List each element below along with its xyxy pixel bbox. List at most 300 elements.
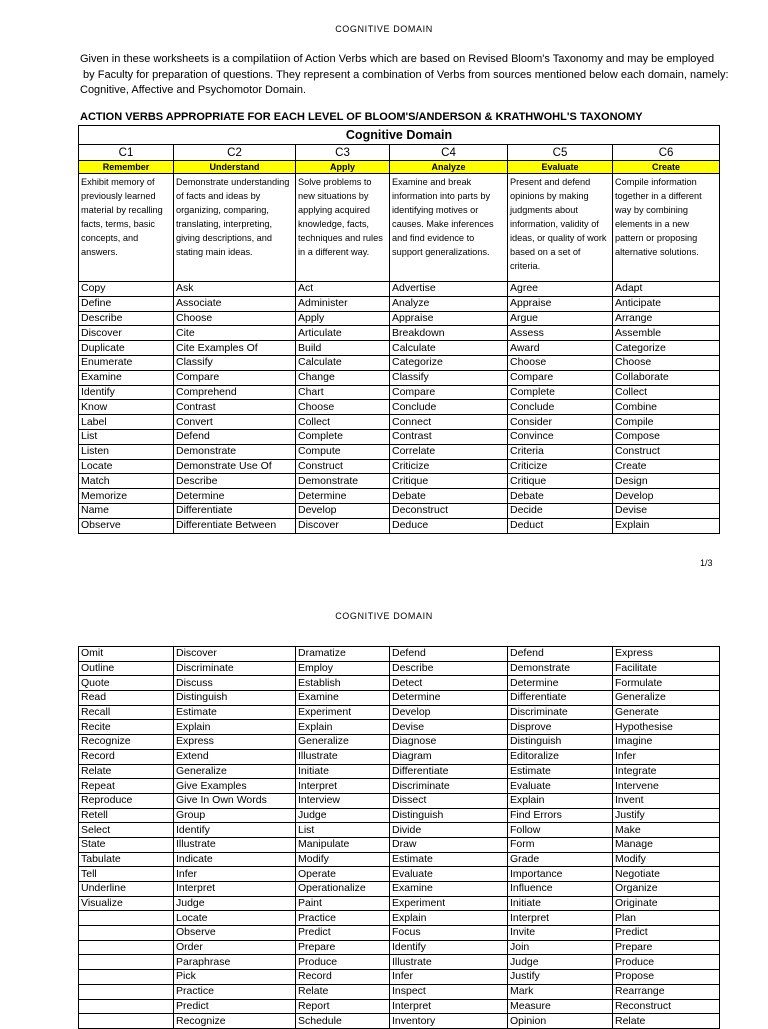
verb-cell: Conclude bbox=[508, 400, 613, 415]
verb-cell: Act bbox=[296, 282, 390, 297]
verb-cell: Listen bbox=[79, 444, 174, 459]
verb-cell: Interpret bbox=[508, 911, 613, 926]
table-row bbox=[79, 518, 720, 533]
verb-cell: Differentiate bbox=[508, 691, 613, 706]
verb-cell: Judge bbox=[296, 808, 390, 823]
verb-cell: Memorize bbox=[79, 489, 174, 504]
table-row bbox=[79, 444, 720, 459]
verb-cell: Quote bbox=[79, 676, 174, 691]
verb-cell: Deduct bbox=[508, 518, 613, 533]
table-row bbox=[79, 282, 720, 297]
verb-cell: Illustrate bbox=[174, 837, 296, 852]
verb-cell: Influence bbox=[508, 882, 613, 897]
verb-cell bbox=[79, 955, 174, 970]
verb-cell: Debate bbox=[508, 489, 613, 504]
verb-cell: Choose bbox=[508, 355, 613, 370]
verb-cell: Express bbox=[174, 735, 296, 750]
verb-cell: Practice bbox=[174, 984, 296, 999]
table-row bbox=[79, 735, 720, 750]
verb-cell: Invent bbox=[613, 793, 720, 808]
verb-cell: Invite bbox=[508, 926, 613, 941]
verb-cell: Illustrate bbox=[296, 749, 390, 764]
verb-cell: Record bbox=[296, 970, 390, 985]
table-row bbox=[79, 400, 720, 415]
verb-cell: Demonstrate bbox=[296, 474, 390, 489]
verb-cell: Repeat bbox=[79, 779, 174, 794]
verb-cell: Discover bbox=[174, 647, 296, 662]
verb-cell: Observe bbox=[79, 518, 174, 533]
verb-cell: Reproduce bbox=[79, 793, 174, 808]
verb-cell: Identify bbox=[174, 823, 296, 838]
verb-cell: Diagram bbox=[390, 749, 508, 764]
table-row bbox=[79, 896, 720, 911]
verb-cell: Explain bbox=[508, 793, 613, 808]
table-row bbox=[79, 808, 720, 823]
verb-cell: Operationalize bbox=[296, 882, 390, 897]
verb-cell: Interpret bbox=[296, 779, 390, 794]
table-row bbox=[79, 385, 720, 400]
verb-cell: Examine bbox=[296, 691, 390, 706]
verb-cell: Express bbox=[613, 647, 720, 662]
verb-cell: Compare bbox=[174, 370, 296, 385]
verb-cell: Negotiate bbox=[613, 867, 720, 882]
verb-cell: Initiate bbox=[296, 764, 390, 779]
verb-cell: Categorize bbox=[613, 341, 720, 356]
level-name: Remember bbox=[79, 161, 174, 174]
verb-cell: Criticize bbox=[390, 459, 508, 474]
level-description: Demonstrate understanding of facts and ideas by organizing, comparing, translating, interpreting, giving descriptions, and stating main ideas. bbox=[174, 174, 296, 282]
verb-cell: Order bbox=[174, 940, 296, 955]
verb-cell: Establish bbox=[296, 676, 390, 691]
verb-cell: Compare bbox=[508, 370, 613, 385]
verb-cell: Choose bbox=[174, 311, 296, 326]
verb-cell: Critique bbox=[508, 474, 613, 489]
verb-cell: Consider bbox=[508, 415, 613, 430]
intro-paragraph bbox=[80, 52, 740, 99]
verb-cell: Demonstrate Use Of bbox=[174, 459, 296, 474]
verb-cell: Compile bbox=[613, 415, 720, 430]
verb-cell: Inspect bbox=[390, 984, 508, 999]
verb-cell: Make bbox=[613, 823, 720, 838]
verb-cell: Imagine bbox=[613, 735, 720, 750]
verb-cell: List bbox=[79, 429, 174, 444]
verb-cell: Mark bbox=[508, 984, 613, 999]
verb-cell: Indicate bbox=[174, 852, 296, 867]
verb-cell: Extend bbox=[174, 749, 296, 764]
verb-cell: Name bbox=[79, 503, 174, 518]
verb-cell: Visualize bbox=[79, 896, 174, 911]
verb-cell bbox=[79, 1014, 174, 1029]
verb-cell: Devise bbox=[390, 720, 508, 735]
verb-cell: Collect bbox=[613, 385, 720, 400]
verb-cell: Collaborate bbox=[613, 370, 720, 385]
verb-cell: Defend bbox=[508, 647, 613, 662]
table-row bbox=[79, 296, 720, 311]
verb-cell: Compose bbox=[613, 429, 720, 444]
verb-cell: Give In Own Words bbox=[174, 793, 296, 808]
verb-cell: Relate bbox=[79, 764, 174, 779]
verb-cell: Construct bbox=[296, 459, 390, 474]
verb-cell: Examine bbox=[79, 370, 174, 385]
verb-cell: Classify bbox=[174, 355, 296, 370]
table-row bbox=[79, 489, 720, 504]
verb-cell: Tabulate bbox=[79, 852, 174, 867]
table-row bbox=[79, 852, 720, 867]
verb-cell: Select bbox=[79, 823, 174, 838]
verb-cell: Originate bbox=[613, 896, 720, 911]
cognitive-domain-table-continued bbox=[78, 646, 720, 1029]
level-name: Apply bbox=[296, 161, 390, 174]
verb-cell: Employ bbox=[296, 661, 390, 676]
section-heading: ACTION VERBS APPROPRIATE FOR EACH LEVEL OF BLOOM'S/ANDERSON & KRATHWOHL'S TAXONOMY bbox=[80, 111, 643, 123]
page-title: COGNITIVE DOMAIN bbox=[335, 611, 433, 621]
verb-cell: Associate bbox=[174, 296, 296, 311]
verb-cell: Match bbox=[79, 474, 174, 489]
verb-cell: Award bbox=[508, 341, 613, 356]
verb-cell: Dissect bbox=[390, 793, 508, 808]
verb-cell: Locate bbox=[174, 911, 296, 926]
verb-cell: Practice bbox=[296, 911, 390, 926]
verb-cell bbox=[79, 984, 174, 999]
verb-cell: Opinion bbox=[508, 1014, 613, 1029]
level-name: Evaluate bbox=[508, 161, 613, 174]
table-row bbox=[79, 984, 720, 999]
verb-cell: Explain bbox=[174, 720, 296, 735]
verb-cell: Underline bbox=[79, 882, 174, 897]
verb-cell: Identify bbox=[79, 385, 174, 400]
verb-cell: Appraise bbox=[390, 311, 508, 326]
verb-cell: Determine bbox=[174, 489, 296, 504]
verb-cell: Recognize bbox=[174, 1014, 296, 1029]
level-code: C3 bbox=[296, 145, 390, 161]
verb-cell: Operate bbox=[296, 867, 390, 882]
verb-cell: Discriminate bbox=[508, 705, 613, 720]
verb-cell: Paint bbox=[296, 896, 390, 911]
verb-cell: Modify bbox=[613, 852, 720, 867]
verb-cell: Criticize bbox=[508, 459, 613, 474]
verb-cell: Interpret bbox=[174, 882, 296, 897]
verb-cell: Recognize bbox=[79, 735, 174, 750]
verb-cell: Agree bbox=[508, 282, 613, 297]
table-row bbox=[79, 415, 720, 430]
table-row bbox=[79, 341, 720, 356]
verb-cell: Decide bbox=[508, 503, 613, 518]
verb-cell: Infer bbox=[613, 749, 720, 764]
verb-cell: Anticipate bbox=[613, 296, 720, 311]
verb-cell: Distinguish bbox=[174, 691, 296, 706]
verb-cell: Manage bbox=[613, 837, 720, 852]
verb-cell: Classify bbox=[390, 370, 508, 385]
verb-cell: Distinguish bbox=[390, 808, 508, 823]
verb-cell: Combine bbox=[613, 400, 720, 415]
verb-cell bbox=[79, 999, 174, 1014]
page-number: 1/3 bbox=[700, 558, 713, 568]
verb-cell: Demonstrate bbox=[174, 444, 296, 459]
verb-cell: Complete bbox=[508, 385, 613, 400]
verb-cell: Complete bbox=[296, 429, 390, 444]
level-code: C1 bbox=[79, 145, 174, 161]
verb-cell: Report bbox=[296, 999, 390, 1014]
verb-cell: Pick bbox=[174, 970, 296, 985]
verb-cell: Identify bbox=[390, 940, 508, 955]
verb-cell: Enumerate bbox=[79, 355, 174, 370]
page-title: COGNITIVE DOMAIN bbox=[335, 24, 433, 34]
verb-cell: Collect bbox=[296, 415, 390, 430]
table-row bbox=[79, 503, 720, 518]
verb-cell: Detect bbox=[390, 676, 508, 691]
verb-cell: Tell bbox=[79, 867, 174, 882]
verb-cell: Schedule bbox=[296, 1014, 390, 1029]
verb-cell: Generalize bbox=[174, 764, 296, 779]
verb-cell: Label bbox=[79, 415, 174, 430]
verb-cell: Discuss bbox=[174, 676, 296, 691]
verb-cell bbox=[79, 911, 174, 926]
verb-cell: Distinguish bbox=[508, 735, 613, 750]
table-row bbox=[79, 867, 720, 882]
verb-cell: Find Errors bbox=[508, 808, 613, 823]
verb-cell: Manipulate bbox=[296, 837, 390, 852]
verb-cell: Argue bbox=[508, 311, 613, 326]
verb-cell: Convert bbox=[174, 415, 296, 430]
verb-cell: Articulate bbox=[296, 326, 390, 341]
intro-line: by Faculty for preparation of questions. They represent a combination of Verbs from sources mentioned below each domain, namely: bbox=[80, 68, 729, 81]
table-row bbox=[79, 661, 720, 676]
verb-cell: Assess bbox=[508, 326, 613, 341]
table-row bbox=[79, 779, 720, 794]
verb-cell: Generalize bbox=[296, 735, 390, 750]
verb-cell: Discriminate bbox=[390, 779, 508, 794]
verb-cell: Interview bbox=[296, 793, 390, 808]
verb-cell: Generalize bbox=[613, 691, 720, 706]
verb-cell: Discriminate bbox=[174, 661, 296, 676]
verb-cell: Build bbox=[296, 341, 390, 356]
verb-cell: Define bbox=[79, 296, 174, 311]
verb-cell: Determine bbox=[508, 676, 613, 691]
verb-cell: Construct bbox=[613, 444, 720, 459]
verb-cell: Initiate bbox=[508, 896, 613, 911]
verb-cell: Rearrange bbox=[613, 984, 720, 999]
verb-cell: Group bbox=[174, 808, 296, 823]
verb-cell: Comprehend bbox=[174, 385, 296, 400]
verb-cell: Differentiate bbox=[390, 764, 508, 779]
verb-cell: Diagnose bbox=[390, 735, 508, 750]
verb-cell: Record bbox=[79, 749, 174, 764]
verb-cell: Judge bbox=[174, 896, 296, 911]
verb-cell: Adapt bbox=[613, 282, 720, 297]
verb-cell: Calculate bbox=[296, 355, 390, 370]
verb-cell: Judge bbox=[508, 955, 613, 970]
verb-cell: Cite Examples Of bbox=[174, 341, 296, 356]
verb-cell: Debate bbox=[390, 489, 508, 504]
verb-cell: Integrate bbox=[613, 764, 720, 779]
verb-cell: Form bbox=[508, 837, 613, 852]
verb-cell: Breakdown bbox=[390, 326, 508, 341]
verb-cell: Reconstruct bbox=[613, 999, 720, 1014]
table-row bbox=[79, 474, 720, 489]
verb-cell: Administer bbox=[296, 296, 390, 311]
verb-cell: Conclude bbox=[390, 400, 508, 415]
verb-cell: Convince bbox=[508, 429, 613, 444]
table-row bbox=[79, 647, 720, 662]
table-row bbox=[79, 999, 720, 1014]
verb-cell: Dramatize bbox=[296, 647, 390, 662]
verb-cell: Appraise bbox=[508, 296, 613, 311]
table-row bbox=[79, 940, 720, 955]
verb-cell: Change bbox=[296, 370, 390, 385]
verb-cell: Describe bbox=[79, 311, 174, 326]
verb-cell: Prepare bbox=[296, 940, 390, 955]
verb-cell: Develop bbox=[296, 503, 390, 518]
intro-line: Cognitive, Affective and Psychomotor Domain. bbox=[80, 84, 307, 96]
verb-cell: Follow bbox=[508, 823, 613, 838]
verb-cell: Experiment bbox=[390, 896, 508, 911]
verb-cell: Modify bbox=[296, 852, 390, 867]
verb-cell: Evaluate bbox=[390, 867, 508, 882]
level-name: Analyze bbox=[390, 161, 508, 174]
verb-cell: Hypothesise bbox=[613, 720, 720, 735]
verb-cell: Interpret bbox=[390, 999, 508, 1014]
verb-cell: Duplicate bbox=[79, 341, 174, 356]
table-row bbox=[79, 311, 720, 326]
verb-cell: Design bbox=[613, 474, 720, 489]
verb-cell: Explain bbox=[296, 720, 390, 735]
verb-cell: Predict bbox=[174, 999, 296, 1014]
verb-cell: Defend bbox=[390, 647, 508, 662]
table-row bbox=[79, 764, 720, 779]
verb-cell: Arrange bbox=[613, 311, 720, 326]
verb-cell: Discover bbox=[79, 326, 174, 341]
verb-cell: Infer bbox=[174, 867, 296, 882]
description-row bbox=[79, 174, 720, 282]
verb-cell: Retell bbox=[79, 808, 174, 823]
table-row bbox=[79, 911, 720, 926]
verb-cell: Describe bbox=[174, 474, 296, 489]
table-row bbox=[79, 326, 720, 341]
verb-cell: Plan bbox=[613, 911, 720, 926]
table-row bbox=[79, 355, 720, 370]
level-description: Compile information together in a different way by combining elements in a new pattern or proposing alternative solutions. bbox=[613, 174, 720, 282]
level-code: C4 bbox=[390, 145, 508, 161]
table-row bbox=[79, 926, 720, 941]
table-row bbox=[79, 691, 720, 706]
table-row bbox=[79, 793, 720, 808]
verb-cell: Contrast bbox=[390, 429, 508, 444]
verb-cell: Relate bbox=[296, 984, 390, 999]
verb-cell: Connect bbox=[390, 415, 508, 430]
verb-cell: Intervene bbox=[613, 779, 720, 794]
verb-cell: Describe bbox=[390, 661, 508, 676]
verb-cell: Editoralize bbox=[508, 749, 613, 764]
verb-cell: Copy bbox=[79, 282, 174, 297]
verb-cell: Deduce bbox=[390, 518, 508, 533]
verb-cell: Advertise bbox=[390, 282, 508, 297]
verb-cell: Facilitate bbox=[613, 661, 720, 676]
cognitive-domain-table bbox=[78, 125, 720, 534]
verb-cell: Evaluate bbox=[508, 779, 613, 794]
level-description: Exhibit memory of previously learned material by recalling facts, terms, basic concepts, and answers. bbox=[79, 174, 174, 282]
verb-cell: Create bbox=[613, 459, 720, 474]
verb-cell: Know bbox=[79, 400, 174, 415]
level-description: Present and defend opinions by making judgments about information, validity of ideas, or quality of work based on a set of criteria. bbox=[508, 174, 613, 282]
verb-cell bbox=[79, 926, 174, 941]
verb-cell: State bbox=[79, 837, 174, 852]
table-row bbox=[79, 749, 720, 764]
verb-cell: Examine bbox=[390, 882, 508, 897]
verb-cell: Devise bbox=[613, 503, 720, 518]
verb-cell: Recite bbox=[79, 720, 174, 735]
verb-cell: Predict bbox=[613, 926, 720, 941]
verb-cell: Justify bbox=[508, 970, 613, 985]
verb-cell: Join bbox=[508, 940, 613, 955]
verb-cell: Estimate bbox=[390, 852, 508, 867]
verb-cell: Omit bbox=[79, 647, 174, 662]
verb-cell: Draw bbox=[390, 837, 508, 852]
verb-cell: Differentiate Between bbox=[174, 518, 296, 533]
table-row bbox=[79, 429, 720, 444]
verb-cell bbox=[79, 970, 174, 985]
verb-cell: Analyze bbox=[390, 296, 508, 311]
verb-cell: Propose bbox=[613, 970, 720, 985]
verb-cell: Ask bbox=[174, 282, 296, 297]
verb-cell: Demonstrate bbox=[508, 661, 613, 676]
verb-cell: Formulate bbox=[613, 676, 720, 691]
table-row bbox=[79, 837, 720, 852]
verb-cell: Produce bbox=[613, 955, 720, 970]
verb-cell: Illustrate bbox=[390, 955, 508, 970]
verb-cell: Outline bbox=[79, 661, 174, 676]
table-row bbox=[79, 882, 720, 897]
intro-line: Given in these worksheets is a compilatiion of Action Verbs which are based on Revised Bloom's Taxonomy and may be employed bbox=[80, 53, 715, 65]
verb-cell: Criteria bbox=[508, 444, 613, 459]
verb-cell: Experiment bbox=[296, 705, 390, 720]
level-name-row bbox=[79, 161, 720, 174]
verb-cell: Determine bbox=[296, 489, 390, 504]
level-code-row bbox=[79, 145, 720, 161]
verb-cell: Produce bbox=[296, 955, 390, 970]
verb-cell: Critique bbox=[390, 474, 508, 489]
level-code: C2 bbox=[174, 145, 296, 161]
table-row bbox=[79, 720, 720, 735]
verb-cell: Disprove bbox=[508, 720, 613, 735]
verb-cell: Focus bbox=[390, 926, 508, 941]
verb-cell: Infer bbox=[390, 970, 508, 985]
verb-cell: Choose bbox=[296, 400, 390, 415]
verb-cell: Assemble bbox=[613, 326, 720, 341]
verb-cell: Explain bbox=[613, 518, 720, 533]
verb-cell: Correlate bbox=[390, 444, 508, 459]
verb-cell: Choose bbox=[613, 355, 720, 370]
verb-cell: Importance bbox=[508, 867, 613, 882]
verb-cell: Organize bbox=[613, 882, 720, 897]
verb-cell: Inventory bbox=[390, 1014, 508, 1029]
level-description: Examine and break information into parts by identifying motives or causes. Make inferences and find evidence to support generalizations. bbox=[390, 174, 508, 282]
verb-cell: Develop bbox=[613, 489, 720, 504]
verb-cell: Defend bbox=[174, 429, 296, 444]
verb-cell: Compute bbox=[296, 444, 390, 459]
table-row bbox=[79, 705, 720, 720]
verb-cell: Develop bbox=[390, 705, 508, 720]
verb-cell: Apply bbox=[296, 311, 390, 326]
verb-cell: Paraphrase bbox=[174, 955, 296, 970]
verb-cell: Generate bbox=[613, 705, 720, 720]
verb-cell: Differentiate bbox=[174, 503, 296, 518]
verb-cell: Contrast bbox=[174, 400, 296, 415]
verb-cell: Give Examples bbox=[174, 779, 296, 794]
verb-cell: Estimate bbox=[174, 705, 296, 720]
verb-cell: Prepare bbox=[613, 940, 720, 955]
table-row bbox=[79, 823, 720, 838]
verb-cell: Discover bbox=[296, 518, 390, 533]
